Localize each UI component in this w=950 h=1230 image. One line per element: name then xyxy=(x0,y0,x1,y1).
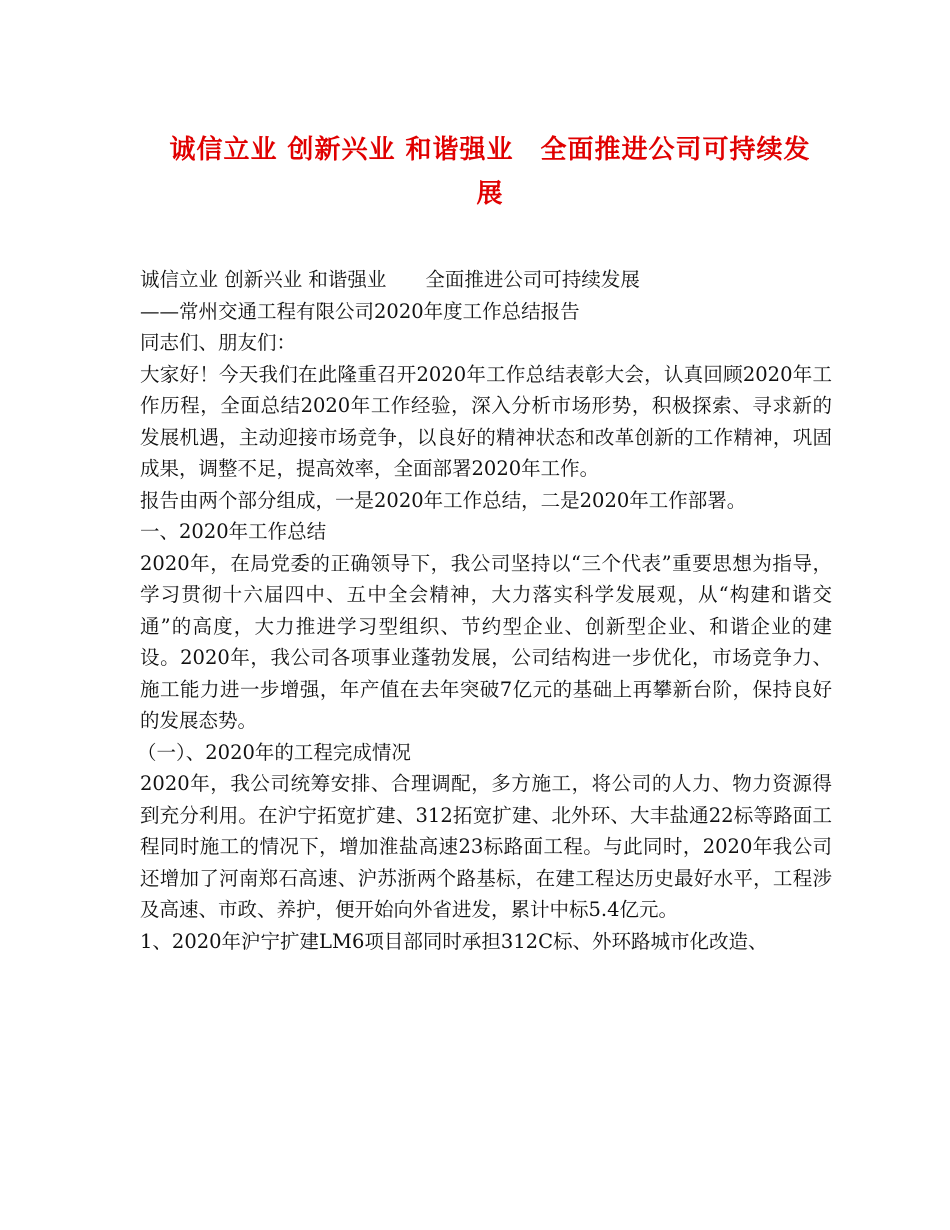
report-name-line: ——常州交通工程有限公司2020年度工作总结报告 xyxy=(140,299,580,323)
document-body xyxy=(137,264,832,957)
paragraph-projects: 2020年，我公司统筹安排、合理调配，多方施工，将公司的人力、物力资源得到充分利用。在沪宁拓宽扩建、312拓宽扩建、北外环、大丰盐通22标等路面工程同时施工的情况下，增加淮盐高速23标路面工程。与此同时，2020年我公司还增加了河南郑石高速、沪苏浙两个路基标，在建工程达历史最好水平，工程涉及高速、市政、养护，便开始向外省进发，累计中标5.4亿元。 xyxy=(140,772,832,921)
paragraph-intro: 大家好！今天我们在此隆重召开2020年工作总结表彰大会，认真回顾2020年工作历程，全面总结2020年工作经验，深入分析市场形势，积极探索、寻求新的发展机遇，主动迎接市场竞争，以良好的精神状态和改革创新的工作精神，巩固成果，调整不足，提高效率，全面部署2020年工作。 xyxy=(140,362,832,480)
section-heading-1: 一、2020年工作总结 xyxy=(140,520,327,543)
paragraph-structure: 报告由两个部分组成，一是2020年工作总结，二是2020年工作部署。 xyxy=(140,488,747,512)
paragraph-summary: 2020年，在局党委的正确领导下，我公司坚持以“三个代表”重要思想为指导，学习贯彻十六届四中、五中全会精神，大力落实科学发展观，从“构建和谐交通”的高度，大力推进学习型组织、节约型企业、创新型企业、和谐企业的建设。2020年，我公司各项事业蓬勃发展，公司结构进一步优化，市场竞争力、施工能力进一步增强，年产值在去年突破7亿元的基础上再攀新台阶，保持良好的发展态势。 xyxy=(140,551,832,732)
document-title xyxy=(140,128,832,216)
title-line-1: 诚信立业 创新兴业 和谐强业 全面推进公司可持续发 xyxy=(169,135,811,165)
salutation: 同志们、朋友们： xyxy=(140,331,297,354)
subtitle-line: 诚信立业 创新兴业 和谐强业 全面推进公司可持续发展 xyxy=(140,268,640,291)
title-line-2: 展 xyxy=(476,179,504,209)
paragraph-item-1: 1、2020年沪宁扩建LM6项目部同时承担312C标、外环路城市化改造、 xyxy=(140,929,768,953)
subsection-heading-1: （一）、2020年的工程完成情况 xyxy=(137,740,411,764)
